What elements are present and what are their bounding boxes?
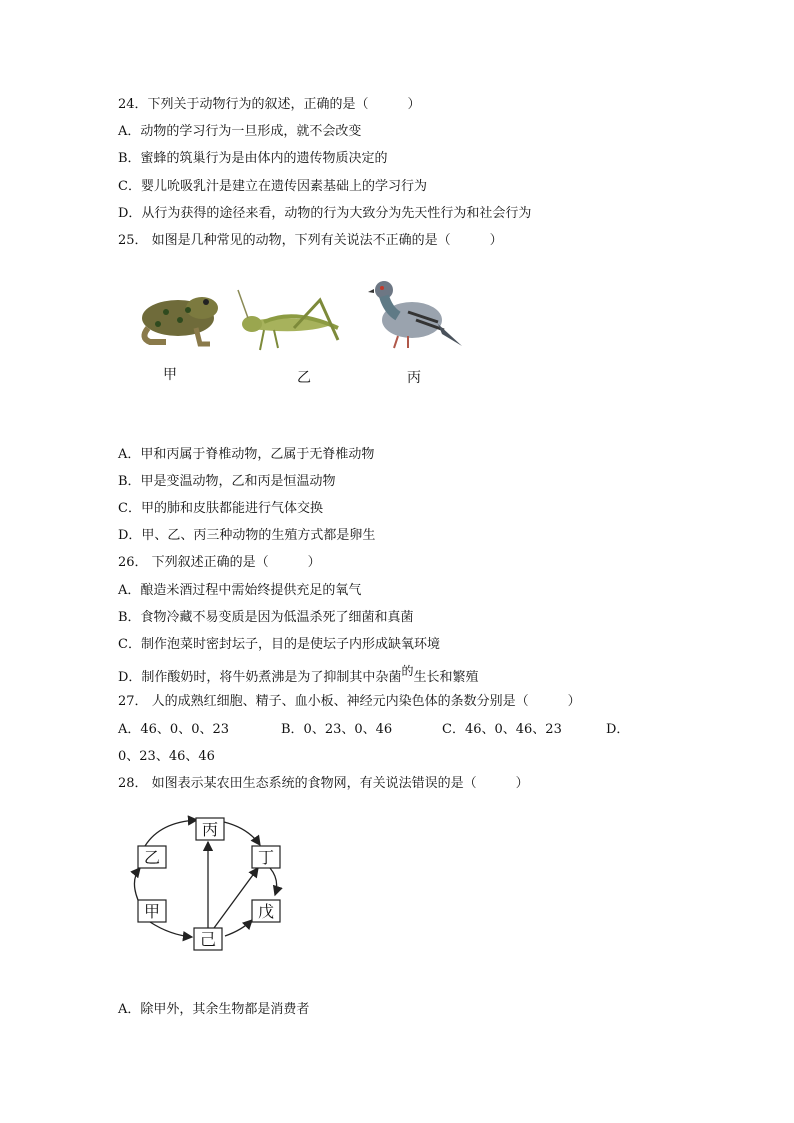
q25-option-d: D．甲、乙、丙三种动物的生殖方式都是卵生 bbox=[118, 528, 376, 543]
node-wu bbox=[252, 900, 280, 922]
caption-bing: 丙 bbox=[407, 370, 421, 386]
node-bing bbox=[196, 818, 224, 840]
q26-option-d bbox=[118, 664, 479, 687]
q24-stem: 24．下列关于动物行为的叙述，正确的是（ ） bbox=[118, 97, 421, 112]
svg-text:乙: 乙 bbox=[144, 848, 161, 867]
pigeon-image bbox=[368, 276, 464, 354]
svg-text:己: 己 bbox=[200, 930, 217, 949]
q26-option-c: C．制作泡菜时密封坛子，目的是使坛子内形成缺氧环境 bbox=[118, 637, 440, 652]
q26-stem: 26． 下列叙述正确的是（ ） bbox=[118, 555, 321, 570]
q27-option-d-letter: D． bbox=[606, 722, 630, 737]
q25-option-a: A．甲和丙属于脊椎动物，乙属于无脊椎动物 bbox=[118, 447, 375, 462]
node-yi bbox=[138, 846, 166, 868]
grasshopper-image bbox=[234, 288, 348, 358]
q27-option-b: B．0、23、0、46 bbox=[281, 722, 393, 737]
q27-option-c: C．46、0、46、23 bbox=[442, 722, 562, 737]
q27-stem: 27． 人的成熟红细胞、精子、血小板、神经元内染色体的条数分别是（ ） bbox=[118, 694, 581, 709]
q26-option-d-part1: D．制作酸奶时，将牛奶煮沸是为了抑制其中杂菌 bbox=[118, 670, 402, 685]
q26-option-d-raised: 的 bbox=[401, 664, 414, 678]
q24-option-d: D．从行为获得的途径来看，动物的行为大致分为先天性行为和社会行为 bbox=[118, 206, 532, 221]
q26-option-b: B．食物冷藏不易变质是因为低温杀死了细菌和真菌 bbox=[118, 610, 414, 625]
q25-option-b: B．甲是变温动物，乙和丙是恒温动物 bbox=[118, 474, 336, 489]
q24-option-b: B．蜜蜂的筑巢行为是由体内的遗传物质决定的 bbox=[118, 151, 388, 166]
node-jia bbox=[138, 900, 166, 922]
q25-option-c: C．甲的肺和皮肤都能进行气体交换 bbox=[118, 501, 323, 516]
node-ji bbox=[194, 928, 222, 950]
frog-image bbox=[136, 288, 226, 348]
svg-text:丙: 丙 bbox=[202, 820, 219, 839]
caption-jia: 甲 bbox=[163, 367, 177, 383]
node-ding bbox=[252, 846, 280, 868]
svg-text:戊: 戊 bbox=[258, 902, 275, 921]
q25-stem: 25． 如图是几种常见的动物，下列有关说法不正确的是（ ） bbox=[118, 233, 503, 248]
svg-text:甲: 甲 bbox=[144, 902, 161, 921]
q28-option-a: A．除甲外，其余生物都是消费者 bbox=[118, 1002, 310, 1017]
caption-yi: 乙 bbox=[297, 370, 311, 386]
q24-option-a: A．动物的学习行为一旦形成，就不会改变 bbox=[118, 124, 362, 139]
q26-option-d-part2: 生长和繁殖 bbox=[413, 670, 479, 685]
q27-option-a: A．46、0、0、23 bbox=[118, 722, 230, 737]
svg-text:丁: 丁 bbox=[258, 848, 275, 867]
food-web-diagram bbox=[120, 810, 300, 960]
q24-option-c: C．婴儿吮吸乳汁是建立在遗传因素基础上的学习行为 bbox=[118, 179, 427, 194]
q27-option-d-text: 0、23、46、46 bbox=[118, 749, 215, 764]
q26-option-a: A．酿造米酒过程中需始终提供充足的氧气 bbox=[118, 583, 362, 598]
q28-stem: 28． 如图表示某农田生态系统的食物网，有关说法错误的是（ ） bbox=[118, 776, 529, 791]
